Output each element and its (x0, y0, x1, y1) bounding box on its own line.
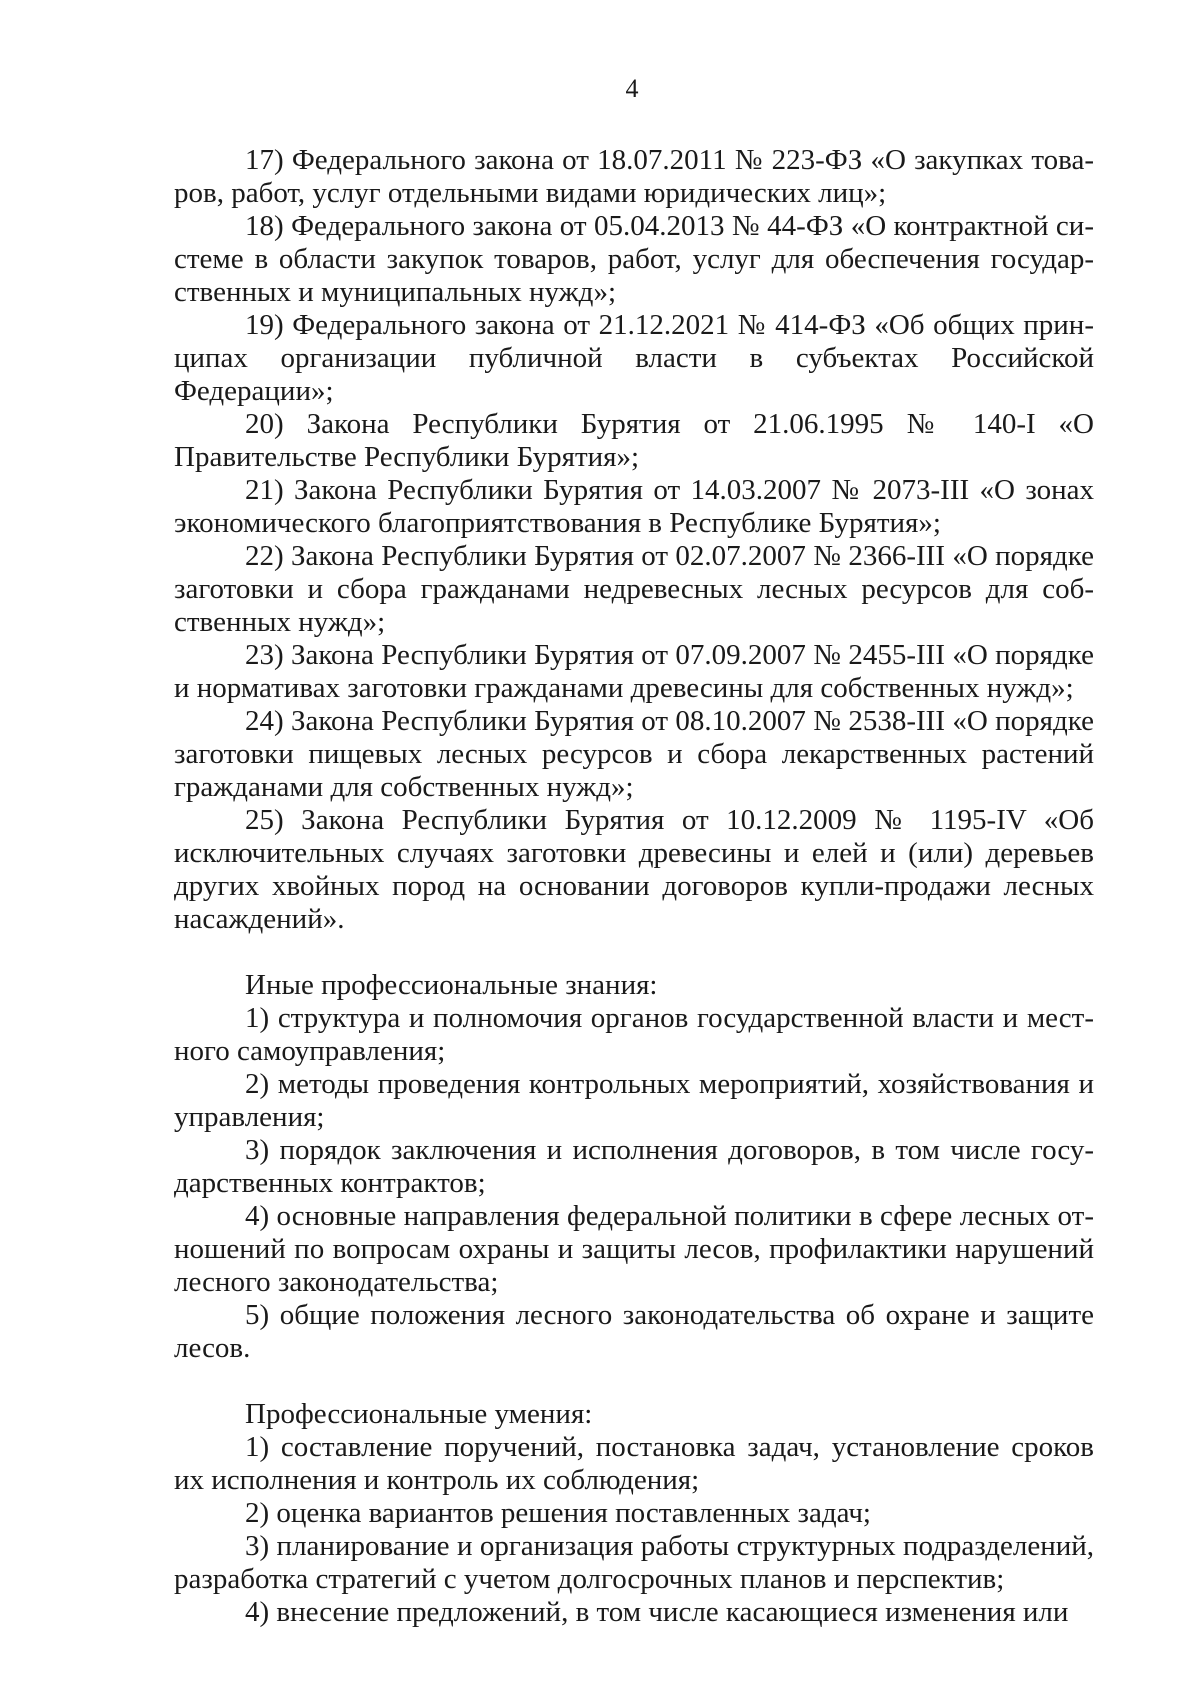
section-gap (174, 936, 1094, 969)
law-item-25: 25) Закона Республики Бурятия от 10.12.2009 № 1195-IV «Об исключительных случаях заготовки древесины и елей и (или) деревьев других хвойных пород на основании договоров купли-продажи лесных насаждений». (174, 804, 1094, 935)
other-knowledge-section (174, 969, 1094, 1365)
other-knowledge-heading: Иные профессиональные знания: (245, 969, 658, 1001)
law-item-17: 17) Федерального закона от 18.07.2011 № 223-ФЗ «О закупках товаров, работ, услуг отдельными видами юридических лиц»; (174, 144, 1094, 209)
knowledge-item-5: 5) общие положения лесного законодательства об охране и защите лесов. (174, 1299, 1094, 1364)
section-gap (174, 1365, 1094, 1398)
law-item-24: 24) Закона Республики Бурятия от 08.10.2007 № 2538-III «О порядке заготовки пищевых лесных ресурсов и сбора лекарственных растений гражданами для собственных нужд»; (174, 705, 1094, 803)
law-item-19: 19) Федерального закона от 21.12.2021 № 414-ФЗ «Об общих принципах организации публичной власти в субъектах Российской Федерации»; (174, 309, 1094, 407)
law-item-23: 23) Закона Республики Бурятия от 07.09.2007 № 2455-III «О порядке и нормативах заготовки гражданами древесины для собственных нужд»; (174, 639, 1094, 704)
skill-item-1: 1) составление поручений, постановка задач, установление сроков их исполнения и контроль их соблюдения; (174, 1431, 1094, 1496)
law-item-20: 20) Закона Республики Бурятия от 21.06.1995 № 140-I «О Правительстве Республики Бурятия»; (174, 408, 1094, 473)
document-body (174, 144, 1094, 1629)
skill-item-3: 3) планирование и организация работы структурных подразделений, разработка стратегий с учетом долгосрочных планов и перспектив; (174, 1530, 1094, 1595)
skill-item-4: 4) внесение предложений, в том числе касающиеся изменения или (245, 1596, 1069, 1628)
laws-list (174, 144, 1094, 936)
knowledge-item-3: 3) порядок заключения и исполнения договоров, в том числе государственных контрактов; (174, 1134, 1094, 1199)
knowledge-item-1: 1) структура и полномочия органов государственной власти и местного самоуправления; (174, 1002, 1094, 1067)
skills-section (174, 1398, 1094, 1629)
law-item-21: 21) Закона Республики Бурятия от 14.03.2007 № 2073-III «О зонах экономического благоприятствования в Республике Бурятия»; (174, 474, 1094, 539)
skills-heading: Профессиональные умения: (245, 1398, 593, 1430)
skill-item-2: 2) оценка вариантов решения поставленных задач; (245, 1497, 871, 1529)
page-number: 4 (625, 74, 639, 103)
knowledge-item-2: 2) методы проведения контрольных мероприятий, хозяйствования и управления; (174, 1068, 1094, 1133)
law-item-22: 22) Закона Республики Бурятия от 02.07.2007 № 2366-III «О порядке заготовки и сбора гражданами недревесных лесных ресурсов для собственных нужд»; (174, 540, 1094, 638)
law-item-18: 18) Федерального закона от 05.04.2013 № 44-ФЗ «О контрактной системе в области закупок товаров, работ, услуг для обеспечения государственных и муниципальных нужд»; (174, 210, 1094, 308)
knowledge-item-4: 4) основные направления федеральной политики в сфере лесных отношений по вопросам охраны и защиты лесов, профилактики нарушений лесного законодательства; (174, 1200, 1094, 1298)
